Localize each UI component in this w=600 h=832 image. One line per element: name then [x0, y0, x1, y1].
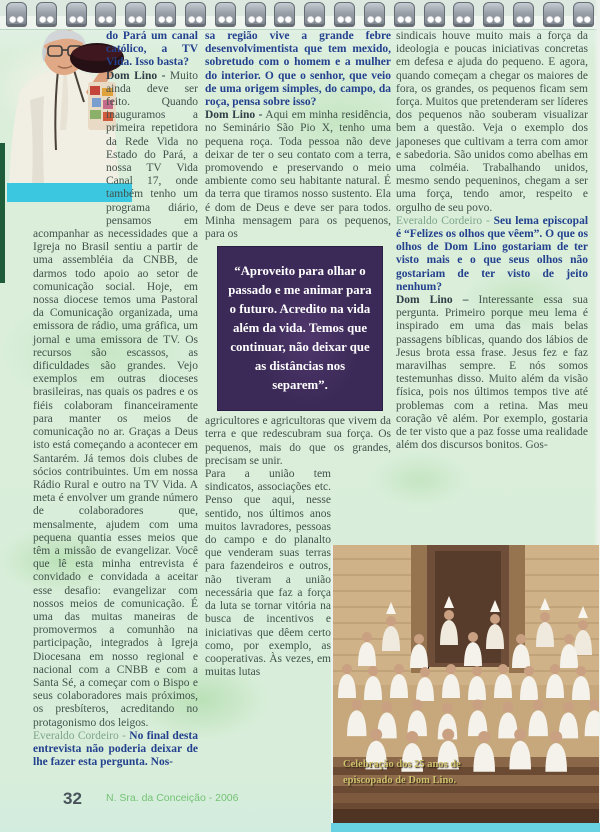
speaker-label: Dom Lino - — [205, 109, 263, 122]
question-text: No final desta entrevista não poderia deixar de lhe fazer esta pergunta. Nos- — [33, 729, 198, 769]
text-column-3 — [396, 30, 588, 453]
dom-lino-answer — [396, 294, 588, 452]
dom-lino-answer — [205, 109, 391, 241]
photo-caption — [343, 757, 513, 789]
binding-clip-icon — [334, 2, 355, 27]
question-text: Seu lema episcopal é “Felizes os olhos que vêem”. O que os olhos de Dom Lino gostariam de ter visto mais e o que seus olhos não gostariam de ter visto de jeito nenhum? — [396, 214, 589, 293]
answer-continued: sindicais houve muito mais a força da ideologia e poucas iniciativas concretas em defesa e ajuda do pequeno. E agora, quando começam a chegar os maiores de fora, os grandes, os pequenos ficam sem força. Muitos que pretenderam ser líderes dos pequenos não souberam visualizar bem a questão. Veja o exemplo dos japoneses que cultivam a terra com amor e sabedoria. São unidos como abelhas em uma colméia. Trabalhando unidos, mesmo sendo pequeninos, chegam a ser uma força, tendo amor, respeito e orgulho de seu povo. — [396, 30, 588, 214]
binding-clip-icon — [125, 2, 146, 27]
answer-text: Para a união tem sindicatos, associações etc. Penso que aqui, nesse sentido, nos últimos anos muitos lavradores, pessoas do campo e do planalto que venderam suas terras para fazendeiros e outros, não tiveram a união necessária que faz a força da luta se tornar vitória na busca de incentivos e iniciativas que dêem certo como, por exemplo, as cooperativas. Às vezes, em muitas lutas — [205, 468, 331, 679]
answer-text: Interessante essa sua pergunta. Primeiro porque meu lema é inspirado em uma das mais belas passagens bíblicas, quando dos lábios de Jesus brota essa frase. Jesus fez e faz maravilhas sempre. E nós somos testemunhas disso. Muito além da visão física, pois nos últimos tempos tive até problemas com a retina. Mas meu coração vê além. Por exemplo, gostaria de ter visto que a paz fosse uma realidade além dos discursos bonitos. Gos- — [396, 294, 589, 452]
answer-text: Muito ainda deve ser feito. Quando inauguramos a primeira repetidora da Rede Vida no Estado do Pará, a nossa TV Vida Canal 17, onde também tenho um programa diário, pensamos em acompanhar as necessidades que a Igreja no Brasil sentiu a partir de uma assembléia da CNBB, de darmos todo apoio ao setor de comunicação social. Hoje, em nossa diocese temos uma Pastoral da Comunicação organizada, uma emissora de rádio, uma gráfica, um jornal e uma emissora de TV. Os recursos são escassos, as dificuldades são grandes. Vejo exemplos em outras dioceses brasileiras, nas quais os padres e os fiéis colaboram financeiramente para manter os meios de comunicação no ar. Graças a Deus isto está começando a acontecer em Santarém. Já temos dois clubes de sócios contribuintes. Um em nossa Rádio Rural e outro na TV Vida. A meta é envolver um grande número de colaboradores que, mensalmente, ajudem com uma pequena quantia esses meios que têm a missão de evangelizar. Você que lê esta minha entrevista é convidado e convidada a aceitar esse desafio: evangelizar com nossos meios de comunicação. É uma das muitas maneiras de promovermos a comunhão na participação, integrados à Igreja Diocesana em nosso regional e nacional com a CNBB e com a Santa Sé, a começar com o Bispo e seus colaboradores mais próximos, os presbíteros, acreditando no protagonismo dos leigos. — [33, 69, 198, 729]
photo-wrap-spacer — [33, 30, 106, 216]
spiral-binding — [0, 0, 600, 30]
page-number: 32 — [63, 789, 82, 808]
binding-clip-icon — [304, 2, 325, 27]
binding-clip-icon — [453, 2, 474, 27]
interviewer-label: Everaldo Cordeiro - — [396, 214, 490, 227]
speaker-label: Dom Lino - — [106, 69, 166, 82]
binding-clip-icon — [66, 2, 87, 27]
photo-caption-line2: episcopado de Dom Lino. — [343, 775, 457, 786]
binding-clip-icon — [543, 2, 564, 27]
binding-clip-icon — [274, 2, 295, 27]
interviewer-question — [33, 730, 198, 770]
binding-clip-icon — [424, 2, 445, 27]
pull-quote — [218, 247, 382, 410]
text-column-1 — [33, 30, 198, 769]
photo-caption-line1: Celebração dos 25 anos de — [343, 759, 461, 770]
binding-clip-icon — [155, 2, 176, 27]
binding-clip-icon — [6, 2, 27, 27]
binding-clip-icon — [95, 2, 116, 27]
binding-clip-icon — [573, 2, 594, 27]
interviewer-label: Everaldo Cordeiro - — [33, 729, 126, 742]
bottom-cyan-strip — [331, 823, 600, 832]
narrow-text-block — [205, 468, 331, 679]
answer-text: agricultores e agricultoras que vivem da terra e que redescubram sua força. Os pequenos, mais do que os grandes, precisam se unir. — [205, 415, 391, 467]
binding-clip-icon — [513, 2, 534, 27]
journal-title: N. Sra. da Conceição - 2006 — [106, 792, 239, 804]
answer-text: Aqui em minha residência, no Seminário São Pio X, tenho uma pequena roça. Toda pessoa não deve deixar de ter o seu contato com a terra, promovendo e preservando o meio ambiente como seu habitante natural. É da terra que tiramos nosso sustento. Ela é dom de Deus e deve ser para todos. Minha mensagem para os pequenos, para os — [205, 109, 391, 241]
binding-clip-icon — [245, 2, 266, 27]
celebration-photo — [331, 545, 599, 823]
speaker-label: Dom Lino – — [396, 294, 469, 307]
binding-clip-icon — [215, 2, 236, 27]
binding-clip-icon — [36, 2, 57, 27]
pull-quote-text: “Aproveito para olhar o passado e me animar para o futuro. Acredito na vida além da vida. Temos que continuar, não deixar que as distâncias nos separem”. — [228, 264, 372, 393]
binding-clip-icon — [394, 2, 415, 27]
binding-clip-icon — [483, 2, 504, 27]
question-continued: sa região vive a grande febre desenvolvimentista que tem mexido, sobretudo com o homem e a mulher do interior. O que o senhor, que veio de uma origem simples, do campo, da roça, pensa sobre isso? — [205, 30, 391, 109]
question-continued: do Pará um canal católico, a TV Vida. Isso basta? — [106, 30, 198, 69]
binding-clip-icon — [364, 2, 385, 27]
interviewer-question — [396, 215, 588, 294]
binding-clip-icon — [185, 2, 206, 27]
